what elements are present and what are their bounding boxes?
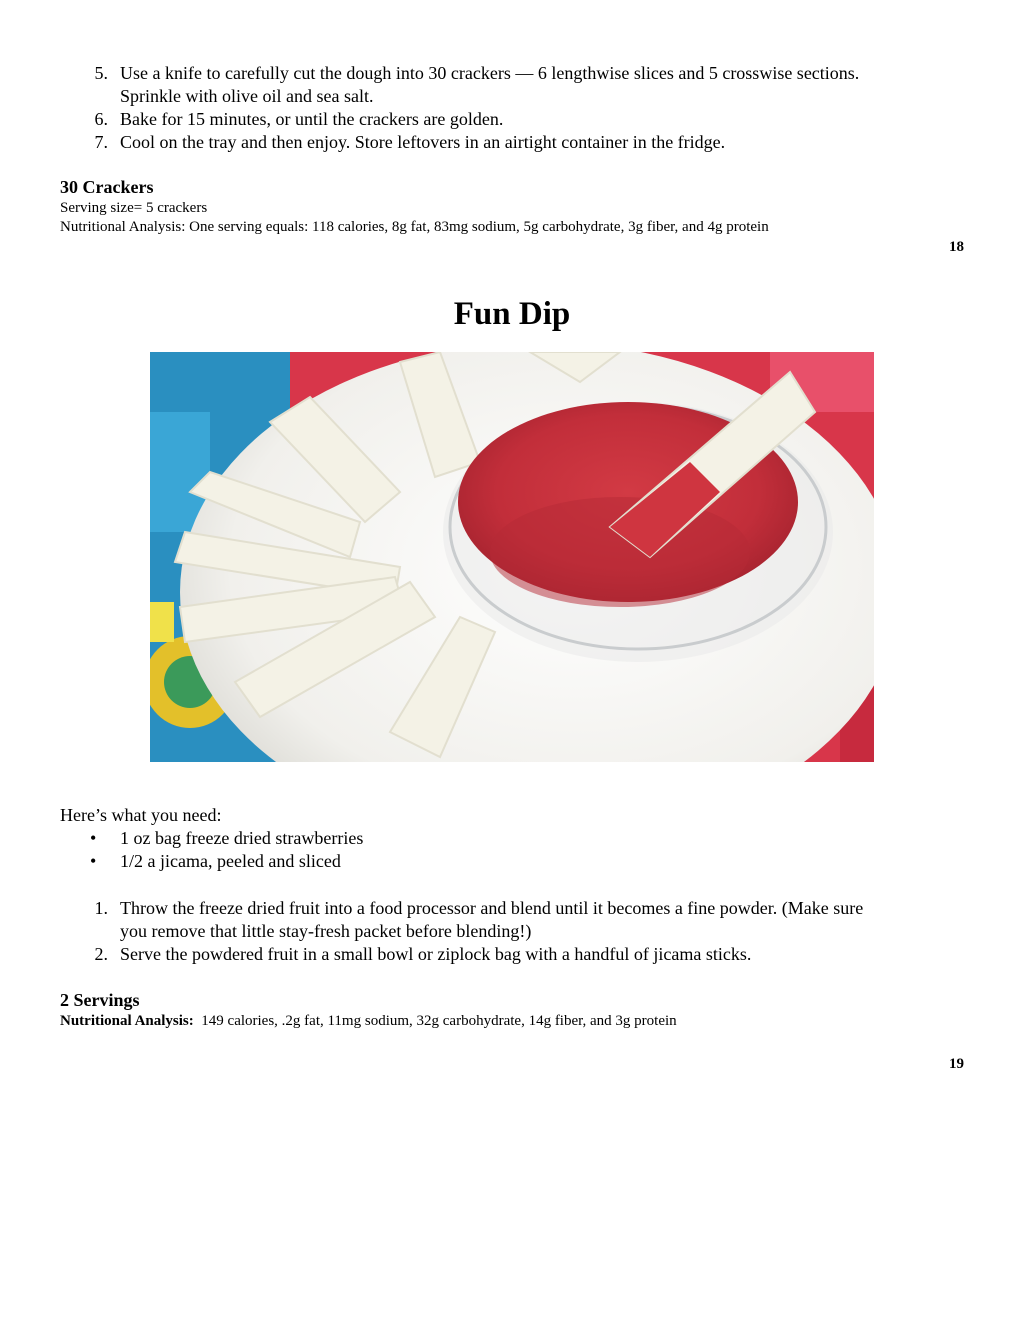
cracker-step-5 xyxy=(80,62,980,108)
cracker-step-7 xyxy=(80,131,980,154)
cracker-serving-size: Serving size= 5 crackers xyxy=(60,200,208,216)
page-number-19: 19 xyxy=(949,1056,964,1072)
nutrition-label: Nutritional Analysis: xyxy=(60,1013,194,1029)
fundip-nutrition xyxy=(60,1013,677,1030)
step-number: 7. xyxy=(94,132,108,152)
recipe-title: Fun Dip xyxy=(453,296,571,332)
step-number: 1. xyxy=(94,898,108,918)
fundip-step-2 xyxy=(80,943,980,966)
fundip-step-1 xyxy=(80,897,990,943)
step-text-continued: Sprinkle with olive oil and sea salt. xyxy=(120,86,374,106)
nutrition-values: 149 calories, .2g fat, 11mg sodium, 32g carbohydrate, 14g fiber, and 3g protein xyxy=(201,1013,677,1029)
ingredients-heading: Here’s what you need: xyxy=(60,805,222,825)
step-text: Cool on the tray and then enjoy. Store leftovers in an airtight container in the fridge. xyxy=(120,132,726,152)
step-number: 6. xyxy=(94,109,108,129)
cracker-step-6 xyxy=(80,108,980,131)
ingredient-text: 1 oz bag freeze dried strawberries xyxy=(120,828,364,848)
cracker-yield: 30 Crackers xyxy=(60,177,154,197)
ingredient-item xyxy=(90,851,890,874)
step-text-continued: you remove that little stay-fresh packet before blending!) xyxy=(120,921,532,941)
step-text: Serve the powdered fruit in a small bowl or ziplock bag with a handful of jicama sticks. xyxy=(120,944,752,964)
step-number: 2. xyxy=(94,944,108,964)
step-text: Throw the freeze dried fruit into a food processor and blend until it becomes a fine powder. (Make sure xyxy=(120,898,864,918)
ingredient-text: 1/2 a jicama, peeled and sliced xyxy=(120,851,341,871)
ingredient-item xyxy=(90,828,890,851)
fundip-yield: 2 Servings xyxy=(60,990,140,1010)
bullet-icon: • xyxy=(90,828,97,848)
bullet-icon: • xyxy=(90,851,97,871)
fun-dip-photo xyxy=(150,352,874,762)
step-text: Bake for 15 minutes, or until the crackers are golden. xyxy=(120,109,504,129)
cracker-nutrition: Nutritional Analysis: One serving equals: 118 calories, 8g fat, 83mg sodium, 5g carbohydrate, 3g fiber, and 4g protein xyxy=(60,219,769,235)
page-number-18: 18 xyxy=(949,239,964,255)
step-number: 5. xyxy=(94,63,108,83)
fun-dip-photo-illustration xyxy=(150,352,874,762)
step-text: Use a knife to carefully cut the dough into 30 crackers — 6 lengthwise slices and 5 crosswise sections. xyxy=(120,63,860,83)
